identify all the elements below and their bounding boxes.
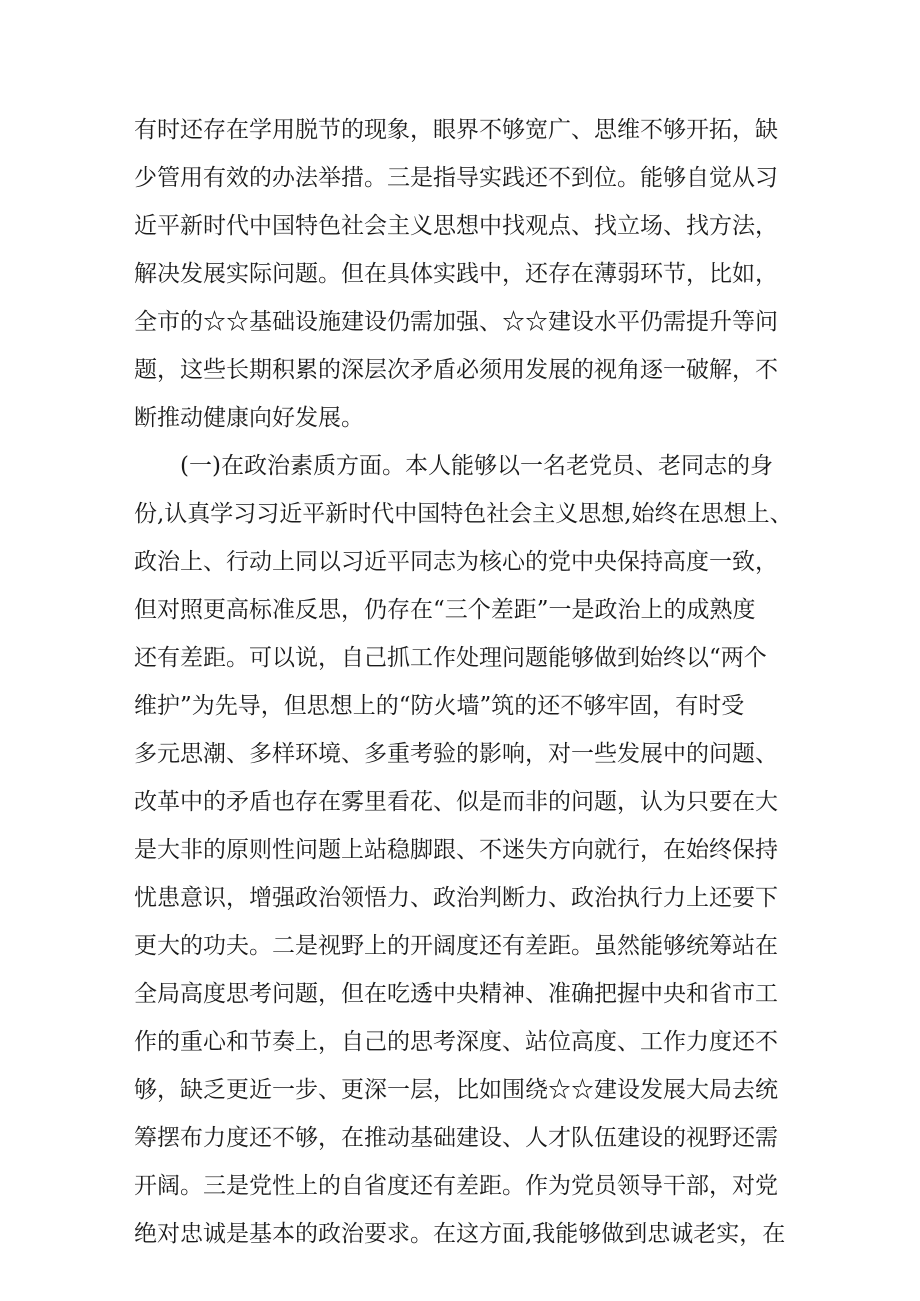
text-line: 全市的☆☆基础设施建设仍需加强、☆☆建设水平仍需提升等问 — [134, 309, 778, 335]
text-line: 更大的功夫。二是视野上的开阔度还有差距。虽然能够统筹站在 — [134, 933, 778, 959]
text-line: 忧患意识，增强政治领悟力、政治判断力、政治执行力上还要下 — [134, 885, 778, 911]
text-line: 份,认真学习习近平新时代中国特色社会主义思想,始终在思想上、 — [134, 501, 793, 527]
text-line: 开阔。三是党性上的自省度还有差距。作为党员领导干部，对党 — [134, 1173, 778, 1199]
text-line: 作的重心和节奏上，自己的思考深度、站位高度、工作力度还不 — [134, 1029, 778, 1055]
text-line: 少管用有效的办法举措。三是指导实践还不到位。能够自觉从习 — [134, 165, 778, 191]
text-line: 近平新时代中国特色社会主义思想中找观点、找立场、找方法， — [134, 213, 778, 239]
text-line: 维护”为先导，但思想上的“防火墙”筑的还不够牢固，有时受 — [134, 693, 745, 719]
text-line: 筹摆布力度还不够，在推动基础建设、人才队伍建设的视野还需 — [134, 1125, 778, 1151]
text-line: 够，缺乏更近一步、更深一层，比如围绕☆☆建设发展大局去统 — [134, 1077, 778, 1103]
text-line: 多元思潮、多样环境、多重考验的影响，对一些发展中的问题、 — [134, 741, 778, 767]
text-line: 政治上、行动上同以习近平同志为核心的党中央保持高度一致， — [134, 549, 778, 575]
text-line: 全局高度思考问题，但在吃透中央精神、准确把握中央和省市工 — [134, 981, 778, 1007]
text-line: 解决发展实际问题。但在具体实践中，还存在薄弱环节，比如， — [134, 261, 778, 287]
text-line: 绝对忠诚是基本的政治要求。在这方面,我能够做到忠诚老实，在 — [134, 1221, 786, 1247]
text-line: 改革中的矛盾也存在雾里看花、似是而非的问题，认为只要在大 — [134, 789, 778, 815]
text-line: 断推动健康向好发展。 — [134, 405, 364, 431]
text-line: 还有差距。可以说，自己抓工作处理问题能够做到始终以“两个 — [134, 645, 767, 671]
paragraph-heading-line: (一)在政治素质方面。本人能够以一名老党员、老同志的身 — [180, 453, 773, 479]
text-line: 是大非的原则性问题上站稳脚跟、不迷失方向就行，在始终保持 — [134, 837, 778, 863]
text-line: 题，这些长期积累的深层次矛盾必须用发展的视角逐一破解，不 — [134, 357, 778, 383]
text-line: 但对照更高标准反思，仍存在“三个差距”一是政治上的成熟度 — [134, 597, 756, 623]
text-line: 有时还存在学用脱节的现象，眼界不够宽广、思维不够开拓，缺 — [134, 117, 778, 143]
